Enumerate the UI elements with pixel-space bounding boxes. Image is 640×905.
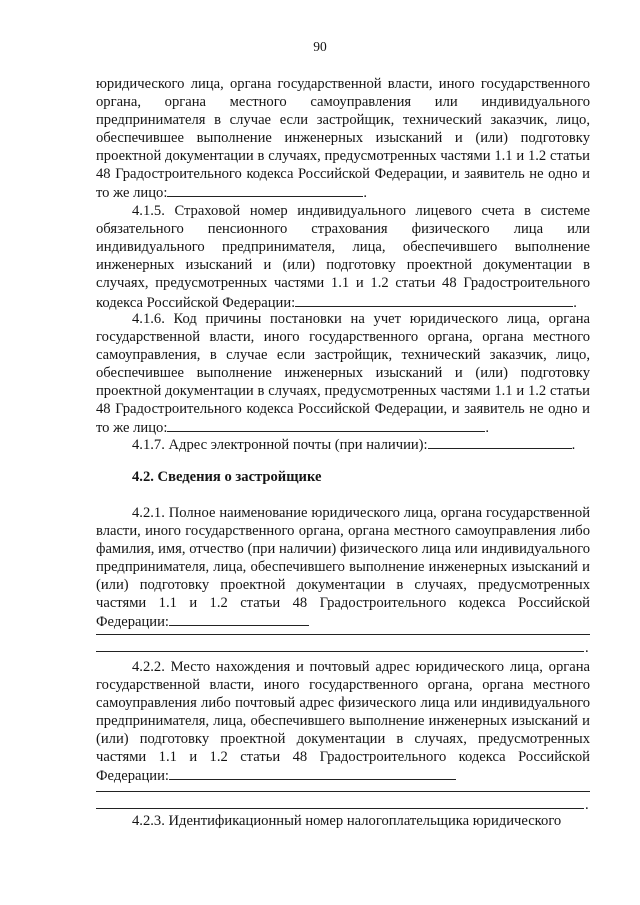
- email-blank-field[interactable]: [428, 435, 572, 449]
- end-period: .: [571, 437, 576, 453]
- blank-line[interactable]: [96, 808, 584, 809]
- end-period: .: [573, 294, 577, 311]
- blank-field[interactable]: [169, 612, 309, 626]
- paragraph-text: 4.2.1. Полное наименование юридического лица, органа государственной власти, иного государственного органа, органа местного самоуправления либо фамилия, имя, отчество (при наличии) физического лица или индивидуального предпринимателя, лица, обеспечившего выполнение инженерных изысканий и (или) подготовку проектной документации в случаях, предусмотренных частями 1.1 и 1.2 статьи 48 Градостроительного кодекса Российской Федерации:: [96, 505, 590, 631]
- paragraph-4-2-2: [96, 659, 590, 786]
- page-number: 90: [313, 39, 327, 54]
- paragraph-text: юридического лица, органа государственной власти, иного государственного органа, органа местного самоуправления или индивидуального предпринимателя в случае если застройщик, технический заказчик, лицо, обеспечившее выполнение инженерных изысканий и (или) подготовку проектной документации в случаях, предусмотренных частями 1.1 и 1.2 статьи 48 Градостроительного кодекса Российской Федерации, и заявитель не одно и то же лицо:: [96, 76, 590, 202]
- blank-field[interactable]: [167, 183, 363, 197]
- paragraph-text: 4.2.3. Идентификационный номер налогоплательщика юридического: [132, 813, 562, 829]
- paragraph-text: 4.1.5. Страховой номер индивидуального лицевого счета в системе обязательного пенсионного страхования физического лица или индивидуального предпринимателя, лица, обеспечившего выполнение инженерных изысканий и (или) подготовку проектной документации в случаях, предусмотренных частями 1.1 и 1.2 статьи 48 Градостроительного кодекса Российской Федерации:: [96, 203, 590, 311]
- end-period: .: [585, 640, 589, 656]
- paragraph-text: 4.1.6. Код причины постановки на учет юридического лица, органа государственной власти, иного государственного органа, органа местного самоуправления, в случае если застройщик, технический заказчик, лицо, обеспечившее выполнение инженерных изысканий и (или) подготовку проектной документации в случаях, предусмотренных частями 1.1 и 1.2 статьи 48 Градостроительного кодекса Российской Федерации, и заявитель не одно и то же лицо:: [96, 311, 590, 437]
- paragraph-4-1-7: [96, 435, 590, 455]
- blank-field[interactable]: [167, 418, 485, 432]
- paragraph-text: 4.1.7. Адрес электронной почты (при наличии):: [132, 437, 428, 453]
- section-heading: 4.2. Сведения о застройщике: [132, 469, 322, 485]
- blank-field[interactable]: [169, 766, 456, 780]
- end-period: .: [363, 185, 368, 202]
- end-period: .: [585, 797, 589, 813]
- blank-field[interactable]: [295, 293, 573, 307]
- blank-line[interactable]: [96, 651, 584, 652]
- paragraph-4-1-6: [96, 311, 590, 438]
- paragraph-text: 4.2.2. Место нахождения и почтовый адрес юридического лица, органа государственной власти, иного государственного органа, органа местного самоуправления либо почтовый адрес физического лица или индивидуального предпринимателя, лица, обеспечившего выполнение инженерных изысканий и (или) подготовку проектной документации в случаях, предусмотренных частями 1.1 и 1.2 статьи 48 Градостроительного кодекса Российской Федерации:: [96, 659, 590, 785]
- paragraph-continuation: [96, 76, 590, 203]
- blank-line[interactable]: [96, 791, 590, 792]
- paragraph-4-1-5: [96, 203, 590, 312]
- end-period: .: [485, 420, 490, 437]
- paragraph-4-2-3: [96, 813, 590, 831]
- blank-line[interactable]: [96, 634, 590, 635]
- paragraph-4-2-1: [96, 505, 590, 632]
